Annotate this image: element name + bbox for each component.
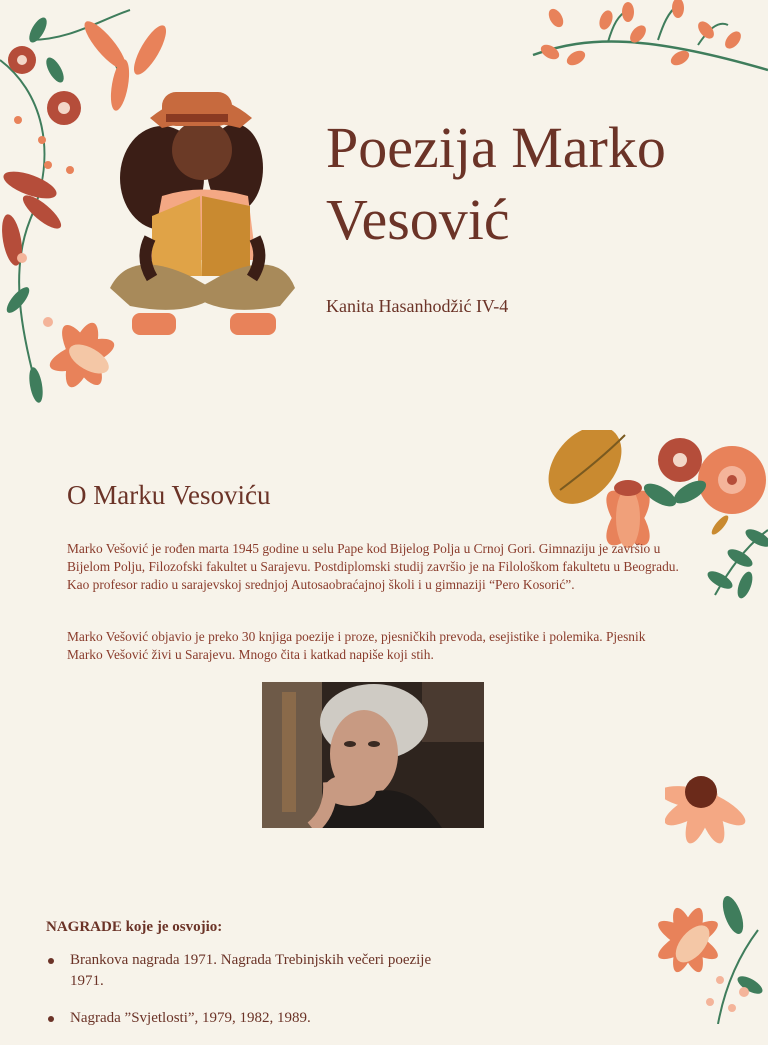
page-title: Poezija Marko Vesović [326, 115, 666, 252]
floral-branch-top-right [528, 0, 768, 80]
about-heading: O Marku Vesoviću [67, 480, 271, 510]
poet-photo [262, 682, 484, 828]
awards-list [46, 950, 466, 1045]
awards-heading: NAGRADE koje je osvojio: [46, 919, 223, 935]
list-item: Nagrada ”Svjetlosti”, 1979, 1982, 1989. [46, 1008, 466, 1029]
about-paragraph-2: Marko Vešović objavio je preko 30 knjiga poezije i proze, pjesničkih prevoda, esejistike i polemika. Pjesnik Marko Vešović živi u Sarajevu. Mnogo čita i katkad napiše koji stih. [67, 629, 646, 662]
floral-decoration-single [665, 760, 755, 855]
floral-decoration-bottom-right [648, 890, 768, 1024]
about-paragraph-1: Marko Vešović je rođen marta 1945 godine u selu Pape kod Bijelog Polja u Crnoj Gori. Gimnaziju je završio u Bijelom Polju, Filozofski fakultet u Sarajevu. Postdiplomski studij završio je na Filološkom fakultetu u Beogradu. Kao profesor radio u sarajevskoj srednjoj Autosaobraćajnoj školi i u gimnaziji “Pero Kosorić”. [67, 541, 679, 592]
list-item: Brankova nagrada 1971. Nagrada Trebinjskih večeri poezije 1971. [46, 950, 466, 992]
reading-woman-illustration [90, 88, 315, 346]
author-subtitle: Kanita Hasanhodžić IV-4 [326, 296, 509, 316]
